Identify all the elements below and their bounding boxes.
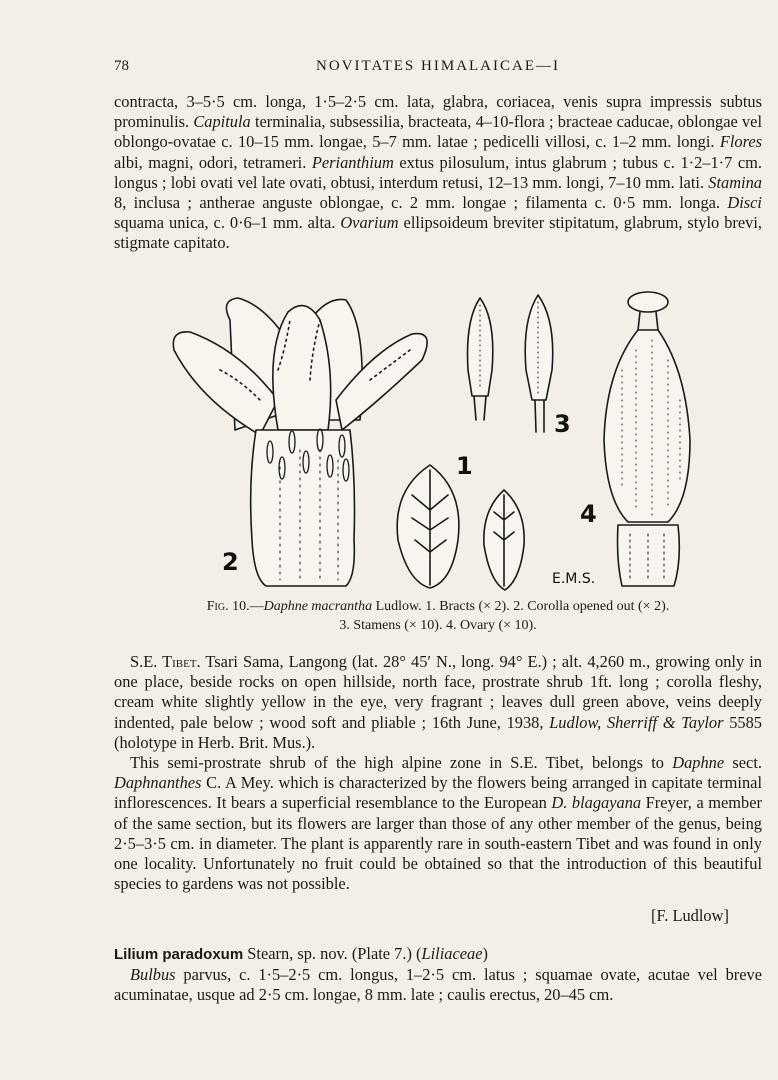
figure-label-3: 3 <box>554 410 571 438</box>
figure-caption <box>114 597 762 635</box>
region-label: S.E. Tibet. <box>130 652 201 671</box>
family-name: Liliaceae <box>421 944 483 963</box>
caption-species: Daphne macrantha <box>263 599 373 614</box>
collectors: Ludlow, Sherriff & Taylor <box>549 712 724 732</box>
discussion <box>114 753 762 894</box>
lilium-description: Bulbus parvus, c. 1·5–2·5 cm. longus, 1–2·5 cm. latus ; squamae ovate, acutae vel breve acuminatae, usque ad 2·5 cm. longae, 8 mm. late ; caulis erectus, 20–45 cm. <box>114 965 762 1005</box>
ovary-drawing <box>604 292 690 586</box>
species-title: Lilium paradoxum <box>114 946 244 963</box>
lilium-heading-line: Lilium paradoxum Stearn, sp. nov. (Plate 7.) (Liliaceae) <box>114 944 488 963</box>
term-stamina: Stamina <box>708 172 762 192</box>
corolla-drawing <box>173 298 427 586</box>
running-header <box>114 58 762 80</box>
term-capitula: Capitula <box>193 112 251 132</box>
figure-label-4: 4 <box>580 500 597 528</box>
term-flores: Flores <box>719 132 762 152</box>
caption-line-2: 3. Stamens (× 10). 4. Ovary (× 10). <box>339 618 537 633</box>
term-disci: Disci <box>727 193 762 213</box>
bracts-drawing <box>397 465 524 590</box>
illustrator-signature: E.M.S. <box>552 571 596 587</box>
botanical-illustration <box>160 290 700 596</box>
running-title: NOVITATES HIMALAICAE—I <box>315 58 561 74</box>
caption-line-1: Fig. 10.—Daphne macrantha Ludlow. 1. Bracts (× 2). 2. Corolla opened out (× 2). <box>206 599 670 614</box>
latin-description-paragraph: contracta, 3–5·5 cm. longa, 1·5–2·5 cm. lata, glabra, coriacea, venis supra impressis subtus prominulis. Capitula terminalia, subsessilia, bracteata, 4–10-flora ; bracteae caducae, oblongae vel oblongo-ovatae c. 10–15 mm. longae, 5–7 mm. latae ; pedicelli villosi, c. 1–2 mm. longi. Flores albi, magni, odori, tetrameri. Perianthium extus pilosulum, intus glabrum ; tubus c. 1·2–1·7 cm. longus ; lobi ovati vel late ovati, obtusi, interdum retusi, 12–13 mm. longi, 7–10 mm. lati. Stamina 8, inclusa ; antherae anguste oblongae, c. 2 mm. longae ; filamenta c. 0·5 mm. longa. Disci squama unica, c. 0·6–1 mm. alta. Ovarium ellipsoideum breviter stipitatum, glabrum, stylo brevi, stigmate capitato. <box>114 92 763 253</box>
page-number: 78 <box>114 58 129 74</box>
daphne-drawing <box>160 290 700 596</box>
specimen-citation <box>114 652 762 753</box>
latin-description <box>114 92 762 254</box>
term-ovarium: Ovarium <box>340 213 399 233</box>
specimen-paragraph: S.E. Tibet. Tsari Sama, Langong (lat. 28° 45′ N., long. 94° E.) ; alt. 4,260 m., growing only in one place, beside rocks on open hillside, north face, prostrate shrub 1ft. long ; corolla fleshy, cream white slightly yellow in the eye, very fragrant ; leaves dull green above, veins deeply indented, pale below ; wood soft and pliable ; 16th June, 1938, Ludlow, Sherriff & Taylor 5585 (holotype in Herb. Brit. Mus.). <box>114 652 762 752</box>
discussion-paragraph: This semi-prostrate shrub of the high alpine zone in S.E. Tibet, belongs to Daphne sect. Daphnanthes C. A Mey. which is characterized by the flowers being arranged in capitate terminal inflorescences. It bears a superficial resemblance to the European D. blagayana Freyer, a member of the same section, but its flowers are larger than those of any other member of the genus, being 2·5–3·5 cm. in diameter. The plant is apparently rare in south-eastern Tibet and was found in only one locality. Unfortunately no fruit could be obtained so that the introduction of this beautiful species to gardens was not possible. <box>114 753 762 894</box>
figure-label-1: 1 <box>456 452 473 480</box>
author-attribution: [F. Ludlow] <box>651 906 729 925</box>
lilium-entry <box>114 944 762 1006</box>
term-perianthium: Perianthium <box>311 152 394 172</box>
stamens-drawing <box>468 295 553 432</box>
figure-label-2: 2 <box>222 548 239 576</box>
